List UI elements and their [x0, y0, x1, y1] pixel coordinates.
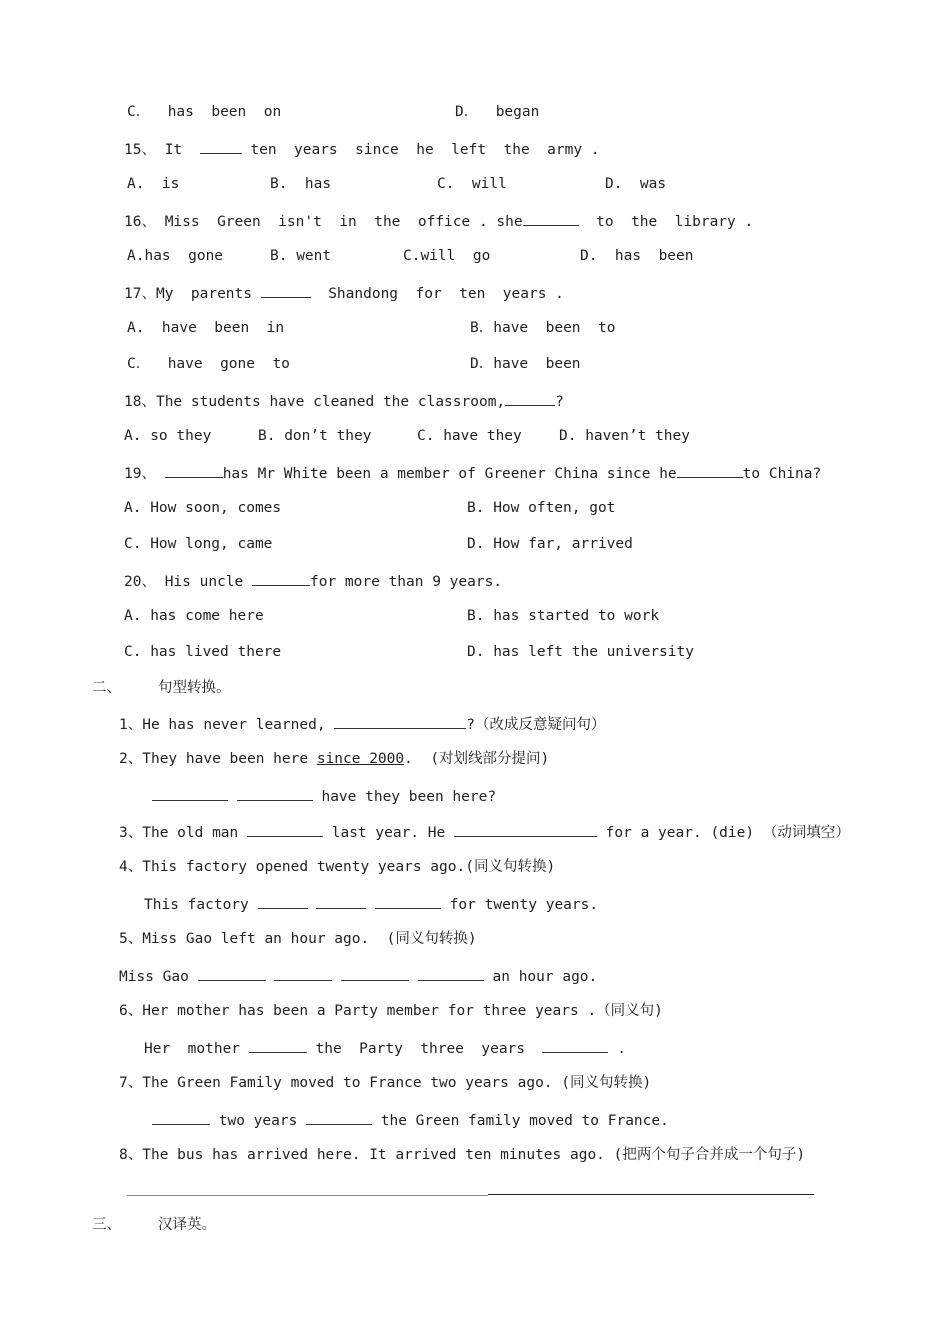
s2-item-6-blank-1[interactable] — [249, 1038, 307, 1053]
s2-item-8-answer-line-2[interactable] — [488, 1194, 814, 1195]
q16-option-c: C.will go — [403, 248, 491, 264]
q19-option-d: D. How far, arrived — [467, 536, 633, 552]
s2-item-5-blank-4[interactable] — [418, 966, 484, 981]
q19-option-b: B. How often, got — [467, 500, 616, 516]
q17-option-d: D．have been — [470, 356, 581, 372]
q19-option-a: A. How soon, comes — [124, 500, 282, 516]
q18-blank[interactable] — [505, 391, 555, 406]
q19-number: 19、 — [124, 466, 156, 482]
q20-option-b: B. has started to work — [467, 608, 660, 624]
s2-item-2-answer: have they been here? — [152, 786, 496, 806]
section-2-title: 句型转换。 — [158, 680, 231, 696]
q20-option-d: D. has left the university — [467, 644, 694, 660]
s2-item-5-blank-1[interactable] — [198, 966, 266, 981]
q15-option-d: D. was — [605, 176, 667, 192]
s2-item-5-blank-2[interactable] — [274, 966, 332, 981]
q15-blank[interactable] — [200, 139, 242, 154]
q17-option-c: C． have gone to — [127, 356, 290, 372]
q18-option-c: C. have they — [417, 428, 522, 444]
q16-option-b: B. went — [270, 248, 332, 264]
s2-item-1: 1、He has never learned, ?（改成反意疑问句） — [119, 714, 606, 734]
q15-option-b: B. has — [270, 176, 332, 192]
s2-item-3: 3、The old man last year. He for a year. (die) （动词填空） — [119, 822, 850, 842]
s2-item-6-blank-2[interactable] — [542, 1038, 608, 1053]
q18-stem: 18、The students have cleaned the classroom, ? — [124, 391, 564, 411]
section-3-number: 三、 — [92, 1217, 121, 1233]
q18-option-a: A. so they — [124, 428, 212, 444]
q16-stem: 16、 Miss Green isn't in the office . she to the library . — [124, 211, 753, 231]
q15-option-c: C. will — [437, 176, 507, 192]
q14-option-d: D． began — [455, 104, 540, 120]
s2-item-3-blank-2[interactable] — [454, 822, 597, 837]
s2-item-7-answer: two years the Green family moved to France. — [152, 1110, 669, 1130]
q17-option-b: B．have been to — [470, 320, 616, 336]
q17-option-a: A. have been in — [127, 320, 285, 336]
s2-item-6: 6、Her mother has been a Party member for three years .（同义句) — [119, 1003, 663, 1019]
s2-item-2: 2、They have been here since 2000. (对划线部分提问) — [119, 751, 550, 767]
s2-item-2-blank-2[interactable] — [237, 786, 313, 801]
s2-item-2-underlined: since 2000 — [316, 751, 405, 767]
s2-item-7-blank-2[interactable] — [306, 1110, 372, 1125]
s2-item-6-answer: Her mother the Party three years . — [144, 1038, 626, 1058]
q19-option-c: C. How long, came — [124, 536, 273, 552]
q18-option-d: D. haven’t they — [559, 428, 690, 444]
q20-blank[interactable] — [252, 571, 310, 586]
q16-option-d: D. has been — [580, 248, 694, 264]
s2-item-7-blank-1[interactable] — [152, 1110, 210, 1125]
q14-option-c: C． has been on — [127, 104, 282, 120]
s2-item-5-blank-3[interactable] — [341, 966, 409, 981]
q20-option-c: C. has lived there — [124, 644, 282, 660]
q17-blank[interactable] — [261, 283, 311, 298]
q17-number: 17、 — [124, 286, 156, 302]
s2-item-8: 8、The bus has arrived here. It arrived ten minutes ago. (把两个句子合并成一个句子) — [119, 1147, 806, 1163]
q19-blank-1[interactable] — [165, 463, 223, 478]
q15-number: 15、 — [124, 142, 156, 158]
s2-item-7: 7、The Green Family moved to France two years ago. (同义句转换) — [119, 1075, 652, 1091]
section-3-title: 汉译英。 — [158, 1217, 216, 1233]
s2-item-4-blank-1[interactable] — [258, 894, 308, 909]
s2-item-4-blank-3[interactable] — [375, 894, 441, 909]
s2-item-4-answer: This factory for twenty years. — [144, 894, 598, 914]
s2-item-5: 5、Miss Gao left an hour ago. (同义句转换) — [119, 931, 477, 947]
section-2-number: 二、 — [92, 680, 121, 696]
s2-item-4-blank-2[interactable] — [316, 894, 366, 909]
q19-stem: 19、 has Mr White been a member of Greener China since he to China? — [124, 463, 821, 483]
q18-number: 18、 — [124, 394, 156, 410]
q15-option-a: A. is — [127, 176, 180, 192]
q16-blank[interactable] — [523, 211, 579, 226]
q16-option-a: A.has gone — [127, 248, 224, 264]
q20-stem: 20、 His uncle for more than 9 years. — [124, 571, 502, 591]
s2-item-1-blank[interactable] — [334, 714, 466, 729]
q19-blank-2[interactable] — [677, 463, 743, 478]
s2-item-4: 4、This factory opened twenty years ago.(同义句转换) — [119, 859, 556, 875]
s2-item-5-answer: Miss Gao an hour ago. — [119, 966, 597, 986]
q20-option-a: A. has come here — [124, 608, 264, 624]
q15-stem: 15、 It ten years since he left the army . — [124, 139, 600, 159]
q17-stem: 17、My parents Shandong for ten years . — [124, 283, 564, 303]
s2-item-2-blank-1[interactable] — [152, 786, 228, 801]
q20-number: 20、 — [124, 574, 156, 590]
q18-option-b: B. don’t they — [258, 428, 372, 444]
q16-number: 16、 — [124, 214, 156, 230]
s2-item-3-blank-1[interactable] — [247, 822, 323, 837]
s2-item-8-answer-line-1[interactable] — [127, 1195, 488, 1196]
